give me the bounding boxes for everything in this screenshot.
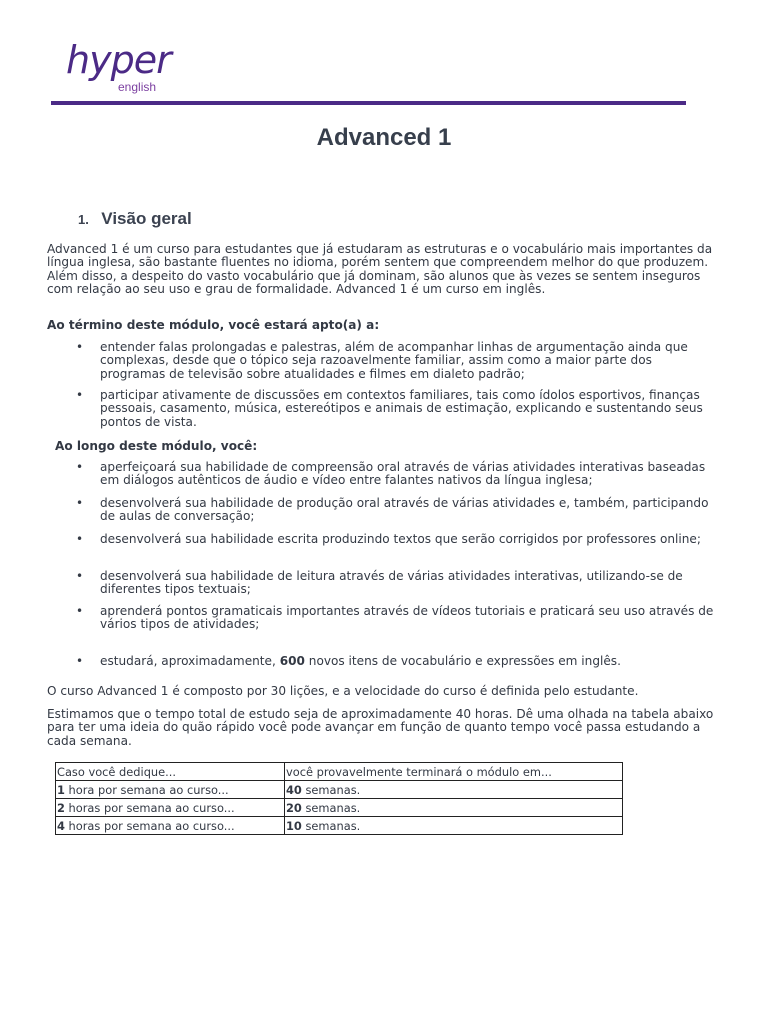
bullet-icon: • bbox=[76, 496, 84, 510]
bullet-icon: • bbox=[76, 388, 84, 402]
hyper-english-logo bbox=[66, 38, 186, 98]
table-row bbox=[56, 799, 623, 817]
section-title: Visão geral bbox=[101, 209, 192, 228]
bullet-icon: • bbox=[76, 569, 84, 583]
table-header: você provavelmente terminará o módulo em... bbox=[285, 763, 623, 781]
vocab-count: 600 bbox=[279, 654, 305, 668]
table-cell: 40 semanas. bbox=[285, 781, 623, 799]
table-row bbox=[56, 817, 623, 835]
table-header-row bbox=[56, 763, 623, 781]
course-info: O curso Advanced 1 é composto por 30 lições, e a velocidade do curso é definida pelo estudante. bbox=[47, 684, 639, 698]
logo-wordmark: hyper bbox=[66, 38, 171, 82]
table-header: Caso você dedique... bbox=[56, 763, 285, 781]
header-divider bbox=[51, 101, 686, 105]
logo-subtitle: english bbox=[118, 80, 157, 94]
bullet-icon: • bbox=[76, 604, 84, 618]
intro-paragraph: Advanced 1 é um curso para estudantes que já estudaram as estruturas e o vocabulário mais importantes da língua inglesa, são bastante fluentes no idioma, porém sentem que compreendem melhor do que produzem. Além disso, a despeito do vasto vocabulário que já dominam, são alunos que às vezes se sentem inseguros com relação ao seu uso e grau de formalidade. Advanced 1 é um curso em inglês. bbox=[47, 242, 713, 296]
table-cell: 2 horas por semana ao curso... bbox=[56, 799, 285, 817]
table-cell: 10 semanas. bbox=[285, 817, 623, 835]
section-heading bbox=[78, 209, 192, 229]
table-cell: 20 semanas. bbox=[285, 799, 623, 817]
table-row bbox=[56, 781, 623, 799]
estimate-paragraph: Estimamos que o tempo total de estudo seja de aproximadamente 40 horas. Dê uma olhada na tabela abaixo para ter uma ideia do quão rápido você pode avançar em função de quanto tempo você passa estudando a cada semana. bbox=[47, 707, 714, 748]
apto-heading: Ao término deste módulo, você estará apto(a) a: bbox=[47, 318, 380, 332]
section-number: 1. bbox=[78, 212, 89, 227]
page-title: Advanced 1 bbox=[316, 124, 452, 151]
bullet-icon: • bbox=[76, 460, 84, 474]
table-cell: 4 horas por semana ao curso... bbox=[56, 817, 285, 835]
table-cell: 1 hora por semana ao curso... bbox=[56, 781, 285, 799]
study-time-table bbox=[55, 762, 623, 835]
bullet-icon: • bbox=[76, 340, 84, 354]
bullet-icon: • bbox=[76, 654, 84, 668]
bullet-icon: • bbox=[76, 532, 84, 546]
longo-heading: Ao longo deste módulo, você: bbox=[55, 439, 258, 453]
